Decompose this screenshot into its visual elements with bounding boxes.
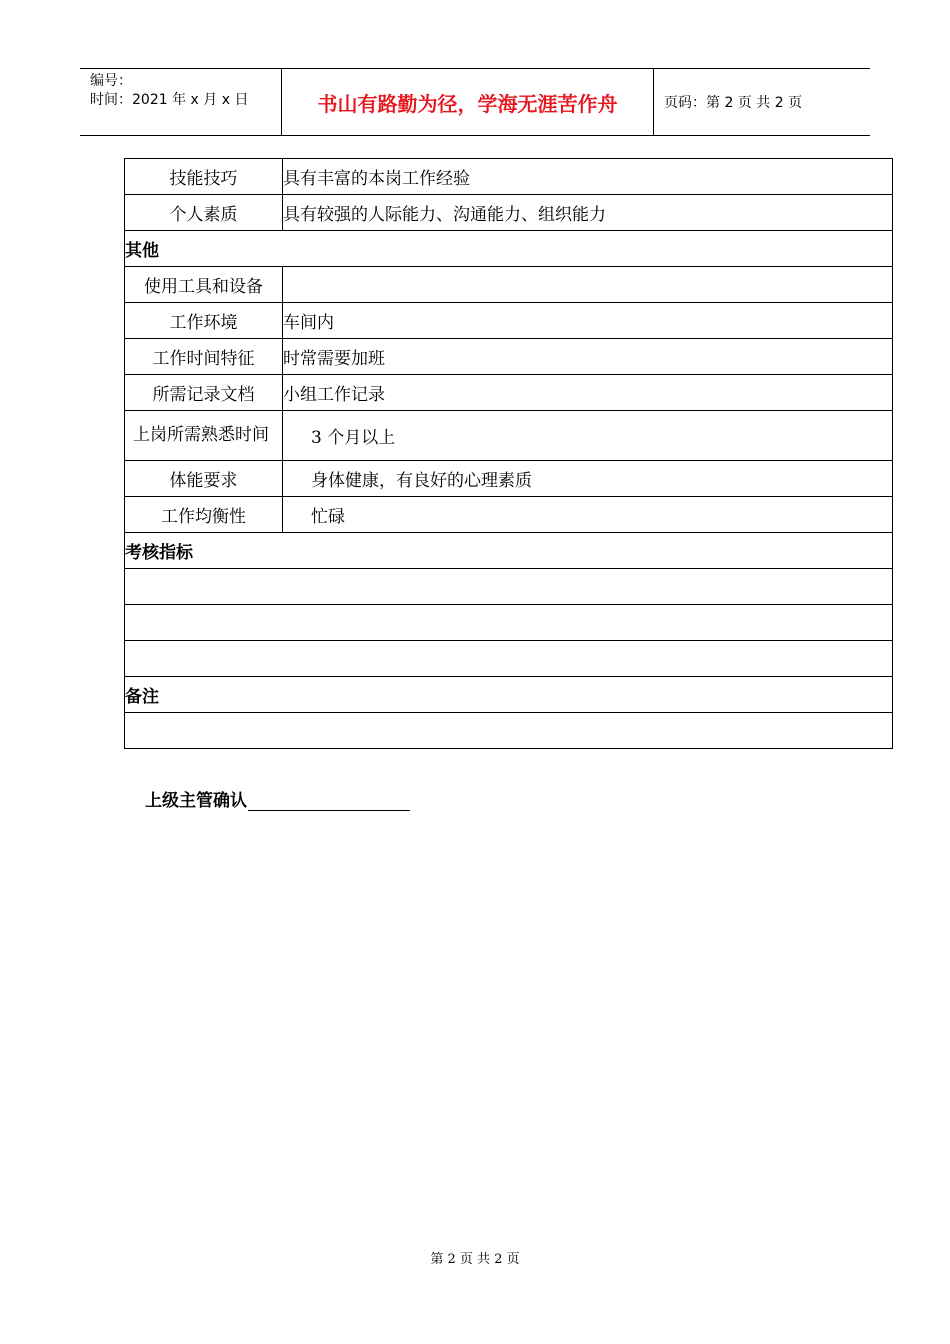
table-row	[125, 569, 893, 605]
row-label: 体能要求	[125, 461, 283, 497]
row-value: 3 个月以上	[283, 411, 893, 461]
table-row	[125, 411, 893, 461]
section-header-notes	[125, 677, 893, 713]
empty-cell	[125, 605, 893, 641]
row-label: 技能技巧	[125, 159, 283, 195]
row-label: 使用工具和设备	[125, 267, 283, 303]
table-row	[125, 713, 893, 749]
row-value: 忙碌	[283, 497, 893, 533]
row-value: 具有较强的人际能力、沟通能力、组织能力	[283, 195, 893, 231]
table-row	[125, 339, 893, 375]
supervisor-confirmation	[145, 786, 410, 811]
page-footer: 第 2 页 共 2 页	[430, 1252, 520, 1267]
table-row	[125, 497, 893, 533]
section-title: 备注	[125, 677, 893, 713]
job-description-table	[124, 158, 893, 749]
section-header-other	[125, 231, 893, 267]
table-row	[125, 461, 893, 497]
row-value: 车间内	[283, 303, 893, 339]
header-motto: 书山有路勤为径，学海无涯苦作舟	[282, 69, 654, 135]
signature-line	[248, 792, 410, 811]
table-row	[125, 267, 893, 303]
table-row	[125, 375, 893, 411]
row-value: 小组工作记录	[283, 375, 893, 411]
header-meta	[80, 69, 282, 135]
table-row	[125, 303, 893, 339]
row-value: 身体健康，有良好的心理素质	[283, 461, 893, 497]
row-label: 个人素质	[125, 195, 283, 231]
row-label: 上岗所需熟悉时间	[125, 411, 283, 461]
table-row	[125, 605, 893, 641]
row-label: 工作时间特征	[125, 339, 283, 375]
empty-cell	[125, 569, 893, 605]
document-date: 时间：2021 年 x 月 x 日	[90, 92, 249, 108]
empty-cell	[125, 713, 893, 749]
row-label: 所需记录文档	[125, 375, 283, 411]
row-label: 工作环境	[125, 303, 283, 339]
section-header-kpi	[125, 533, 893, 569]
table-row	[125, 195, 893, 231]
table-row	[125, 159, 893, 195]
section-title: 其他	[125, 231, 893, 267]
table-row	[125, 641, 893, 677]
header-page-info: 页码：第 2 页 共 2 页	[664, 95, 803, 111]
section-title: 考核指标	[125, 533, 893, 569]
row-label: 工作均衡性	[125, 497, 283, 533]
row-value	[283, 267, 893, 303]
confirmation-label: 上级主管确认	[145, 791, 247, 811]
document-number-label: 编号：	[90, 73, 132, 89]
row-value: 时常需要加班	[283, 339, 893, 375]
page-header	[80, 68, 870, 136]
empty-cell	[125, 641, 893, 677]
row-value: 具有丰富的本岗工作经验	[283, 159, 893, 195]
